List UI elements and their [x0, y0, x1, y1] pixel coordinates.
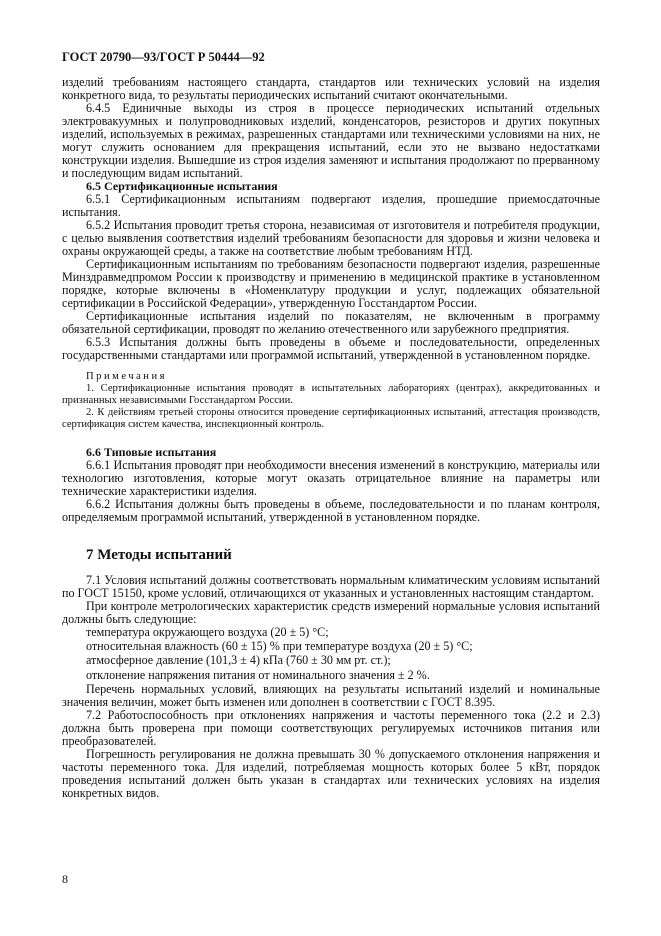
section-6-4-6-5 — [62, 76, 600, 362]
paragraph-6-4-5: 6.4.5 Единичные выходы из строя в процессе периодических испытаний отдельных электровакуумных и полупроводниковых изделий, конденсаторов, резисторов и других покупных изделий, используемых в режимах, разрешенных стандартами или техническими условиями на них, не могут служить основанием для прекращения испытаний, если это не вызвано недостатками конструкции изделия. Вышедшие из строя изделия заменяют и испытания продолжают по прерванному и последующим видам испытаний. — [62, 101, 600, 180]
paragraph-6-5-1: 6.5.1 Сертификационным испытаниям подвергают изделия, прошедшие приемосдаточные испытания. — [62, 192, 600, 219]
paragraph: При контроле метрологических характеристик средств измерений нормальные условия испытаний должны быть следующие: — [62, 599, 600, 626]
paragraph-6-6-1: 6.6.1 Испытания проводят при необходимости внесения изменений в конструкцию, материалы или технологию изготовления, которые могут оказать отрицательное влияние на параметры или технические характеристики изделия. — [62, 458, 600, 498]
document-header: ГОСТ 20790—93/ГОСТ Р 50444—92 — [62, 50, 265, 64]
paragraph-7-2: 7.2 Работоспособность при отклонениях напряжения и частоты переменного тока (2.2 и 2.3) должна быть проверена при помощи соответствующих регулируемых источников питания или преобразователей. — [62, 707, 600, 748]
heading-6-6: 6.6 Типовые испытания — [86, 445, 217, 459]
heading-6-5: 6.5 Сертификационные испытания — [86, 179, 278, 193]
page-number: 8 — [62, 872, 68, 886]
notes — [62, 371, 600, 431]
paragraph-7-1: 7.1 Условия испытаний должны соответствовать нормальным климатическим условиям испытаний по ГОСТ 15150, кроме условий, отличающихся от указанных и установленных настоящим стандартом. — [62, 573, 600, 600]
heading-section-7: 7 Методы испытаний — [86, 547, 232, 563]
note-2: 2. К действиям третьей стороны относится проведение сертификационных испытаний, аттестация производств, сертификация систем качества, инспекционный контроль. — [62, 407, 600, 430]
paragraph: Сертификационным испытаниям по требованиям безопасности подвергают изделия, разрешенные Минздравмедпромом России к производству и применению в медицинской практике в установленном порядке, которые включены в «Номенклатуру продукции и услуг, подлежащих обязательной сертификации в Российской Федерации», утвержденную Госстандартом России. — [62, 257, 600, 310]
conditions-list — [62, 626, 600, 682]
paragraph: Погрешность регулирования не должна превышать 30 % допускаемого отклонения напряжения и частоты переменного тока. Для изделий, потребляемая мощность которых более 5 кВт, порядок проведения испытаний должен быть указан в стандартах или технических условиях на изделия конкретных видов. — [62, 746, 600, 800]
paragraph-6-5-3: 6.5.3 Испытания должны быть проведены в объеме и последовательности, определенных государственными стандартами или программой испытаний, утвержденной в установленном порядке. — [62, 335, 600, 362]
notes-title: Примечания — [86, 371, 167, 382]
paragraph: Сертификационные испытания изделий по показателям, не включенным в программу обязательной сертификации, проводят по желанию отечественного или зарубежного предприятия. — [62, 309, 600, 336]
paragraph-6-6-2: 6.6.2 Испытания должны быть проведены в объеме, последовательности и по планам контроля, определяемым программой испытаний, утвержденной в установленном порядке. — [62, 497, 600, 524]
paragraph-6-5-2: 6.5.2 Испытания проводит третья сторона, независимая от изготовителя и потребителя продукции, с целью выявления соответствия изделий требованиям безопасности для здоровья и жизни человека и охраны окружающей среды, а также на соответствие любым требованиям НТД. — [62, 218, 600, 258]
note-1: 1. Сертификационные испытания проводят в испытательных лабораториях (центрах), аккредитованных и признанных независимыми Госстандартом России. — [62, 383, 600, 406]
list-item: отклонение напряжения питания от номинального значения ± 2 %. — [86, 667, 430, 682]
paragraph: Перечень нормальных условий, влияющих на результаты испытаний изделий и номинальные значения величин, может быть изменен или дополнен в соответствии с ГОСТ 8.395. — [62, 681, 600, 709]
section-7 — [62, 574, 600, 800]
list-item: относительная влажность (60 ± 15) % при температуре воздуха (20 ± 5) °С; — [86, 639, 473, 654]
list-item: атмосферное давление (101,3 ± 4) кПа (760 ± 30 мм рт. ст.); — [86, 653, 391, 668]
list-item: температура окружающего воздуха (20 ± 5) °С; — [86, 625, 329, 639]
section-6-6 — [62, 446, 600, 524]
paragraph: изделий требованиям настоящего стандарта, стандартов или технических условий на изделия конкретного вида, то результаты периодических испытаний считают окончательными. — [62, 75, 600, 102]
